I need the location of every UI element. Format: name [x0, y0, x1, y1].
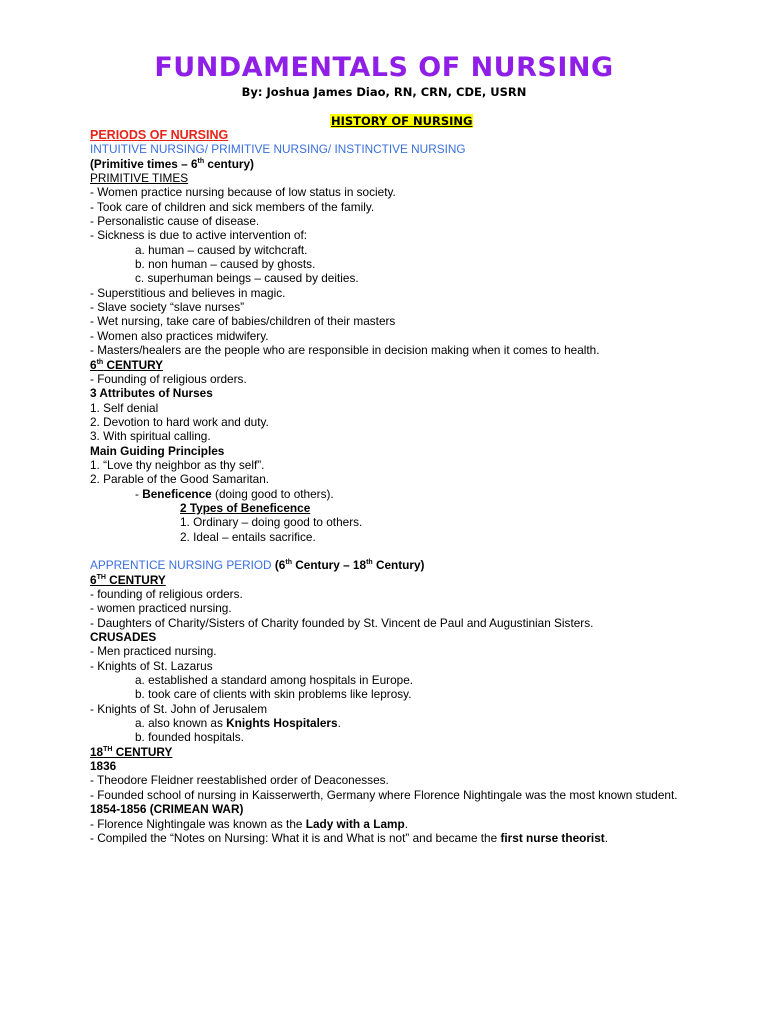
- list-subitem: 1. Ordinary – doing good to others.: [180, 515, 363, 530]
- list-item: - Knights of St. John of Jerusalem: [90, 701, 268, 716]
- list-item: - Superstitious and believes in magic.: [90, 285, 286, 300]
- list-item: - Founded school of nursing in Kaisserwerth, Germany where Florence Nightingale was the most known student.: [90, 787, 678, 802]
- list-item: - Masters/healers are the people who are responsible in decision making when it comes to health.: [90, 343, 600, 358]
- document-body: [90, 128, 706, 845]
- list-item: - women practiced nursing.: [90, 601, 232, 616]
- list-subitem: b. founded hospitals.: [135, 730, 244, 745]
- spacer: [90, 544, 706, 558]
- list-subitem: b. non human – caused by ghosts.: [135, 257, 316, 272]
- beneficence-line: - Beneficence (doing good to others).: [135, 486, 334, 501]
- list-item: 1. “Love thy neighbor as thy self”.: [90, 457, 265, 472]
- list-item: - Men practiced nursing.: [90, 644, 217, 659]
- list-item: - Personalistic cause of disease.: [90, 214, 260, 229]
- list-item: - Compiled the “Notes on Nursing: What it is and What is not” and became the first nurse theorist.: [90, 830, 608, 845]
- list-item: - Slave society “slave nurses”: [90, 300, 245, 315]
- intuitive-range: (Primitive times – 6th century): [90, 156, 254, 171]
- list-subitem: a. also known as Knights Hospitalers.: [135, 716, 341, 731]
- intuitive-heading: INTUITIVE NURSING/ PRIMITIVE NURSING/ INSTINCTIVE NURSING: [90, 142, 466, 157]
- crimean-heading: 1854-1856 (CRIMEAN WAR): [90, 802, 244, 817]
- list-subitem: a. human – caused by witchcraft.: [135, 242, 308, 257]
- primitive-heading: PRIMITIVE TIMES: [90, 171, 189, 186]
- section-heading: HISTORY OF NURSING: [331, 114, 473, 128]
- year-heading: 1836: [90, 759, 117, 774]
- principles-heading: Main Guiding Principles: [90, 443, 225, 458]
- list-item: - Founding of religious orders.: [90, 371, 247, 386]
- eighteenth-century-heading: 18TH CENTURY: [90, 744, 173, 759]
- list-item: 2. Parable of the Good Samaritan.: [90, 472, 270, 487]
- sixth-century-heading-2: 6TH CENTURY: [90, 572, 166, 587]
- periods-heading: PERIODS OF NURSING: [90, 128, 229, 142]
- list-item: - Daughters of Charity/Sisters of Charity founded by St. Vincent de Paul and Augustinian Sisters.: [90, 615, 594, 630]
- apprentice-heading-line: APPRENTICE NURSING PERIOD (6th Century – 18th Century): [90, 558, 425, 573]
- list-subitem: b. took care of clients with skin problems like leprosy.: [135, 687, 412, 702]
- list-item: - Took care of children and sick members of the family.: [90, 199, 375, 214]
- list-item: 1. Self denial: [90, 400, 159, 415]
- list-subitem: 2. Ideal – entails sacrifice.: [180, 529, 316, 544]
- sixth-century-heading: 6th CENTURY: [90, 357, 164, 372]
- list-item: - Women practice nursing because of low status in society.: [90, 185, 396, 200]
- list-item: - Women also practices midwifery.: [90, 328, 269, 343]
- author-byline: By: Joshua James Diao, RN, CRN, CDE, USRN: [241, 85, 527, 99]
- list-subitem: a. established a standard among hospitals in Europe.: [135, 673, 414, 688]
- attributes-heading: 3 Attributes of Nurses: [90, 386, 213, 401]
- crusades-heading: CRUSADES: [90, 630, 157, 645]
- list-item: - Wet nursing, take care of babies/children of their masters: [90, 314, 396, 329]
- document-title: FUNDAMENTALS OF NURSING: [154, 52, 614, 83]
- list-item: - Florence Nightingale was known as the Lady with a Lamp.: [90, 816, 408, 831]
- list-item: - Sickness is due to active intervention of:: [90, 228, 308, 243]
- list-item: - Knights of St. Lazarus: [90, 658, 213, 673]
- list-item: - founding of religious orders.: [90, 587, 243, 601]
- list-item: - Theodore Fleidner reestablished order of Deaconesses.: [90, 773, 389, 788]
- list-subitem: c. superhuman beings – caused by deities.: [135, 271, 359, 286]
- list-item: 2. Devotion to hard work and duty.: [90, 414, 269, 429]
- list-item: 3. With spiritual calling.: [90, 429, 211, 444]
- types-heading: 2 Types of Beneficence: [180, 500, 311, 515]
